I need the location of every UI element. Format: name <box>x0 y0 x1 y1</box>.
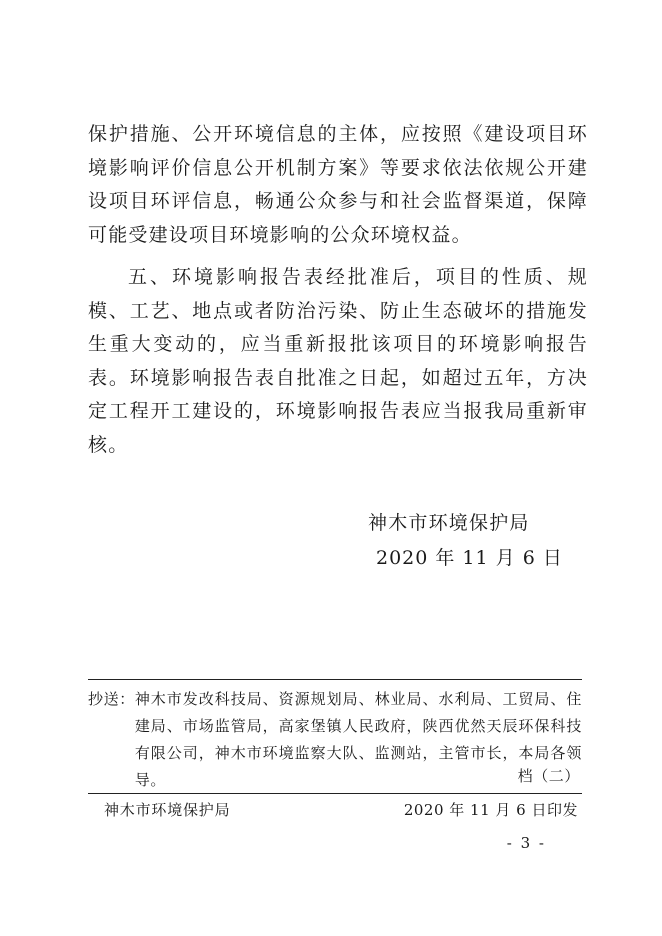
distribution-recipients: 神木市发改科技局、资源规划局、林业局、水利局、工贸局、住建局、市场监管局，高家堡镇人民政府，陕西优然天辰环保科技有限公司，神木市环境监察大队、监测站，主管市长，本局各领导。 <box>134 690 582 789</box>
signature-date: 2020 年 11 月 6 日 <box>376 547 563 569</box>
archive-note: 档（二） <box>517 767 580 785</box>
footer-rule <box>88 793 582 794</box>
signature-organization: 神木市环境保护局 <box>368 512 530 534</box>
distribution-top-rule <box>88 679 582 680</box>
footer-organization: 神木市环境保护局 <box>104 801 231 819</box>
distribution-block <box>88 686 582 794</box>
footer-print-date: 2020 年 11 月 6 日印发 <box>403 801 578 819</box>
distribution-label: 抄送： <box>88 690 135 708</box>
page-number: - 3 - <box>506 834 546 852</box>
body-paragraph-2: 五、环境影响报告表经批准后，项目的性质、规模、工艺、地点或者防治污染、防止生态破坏的措施发生重大变动的，应当重新报批该项目的环境影响报告表。环境影响报告表自批准之日起，如超过五年，方决定工程开工建设的，环境影响报告表应当报我局重新审核。 <box>88 266 588 456</box>
body-paragraph-1: 保护措施、公开环境信息的主体，应按照《建设项目环境影响评价信息公开机制方案》等要求依法依规公开建设项目环评信息，畅通公众参与和社会监督渠道，保障可能受建设项目环境影响的公众环境权益。 <box>88 123 588 246</box>
